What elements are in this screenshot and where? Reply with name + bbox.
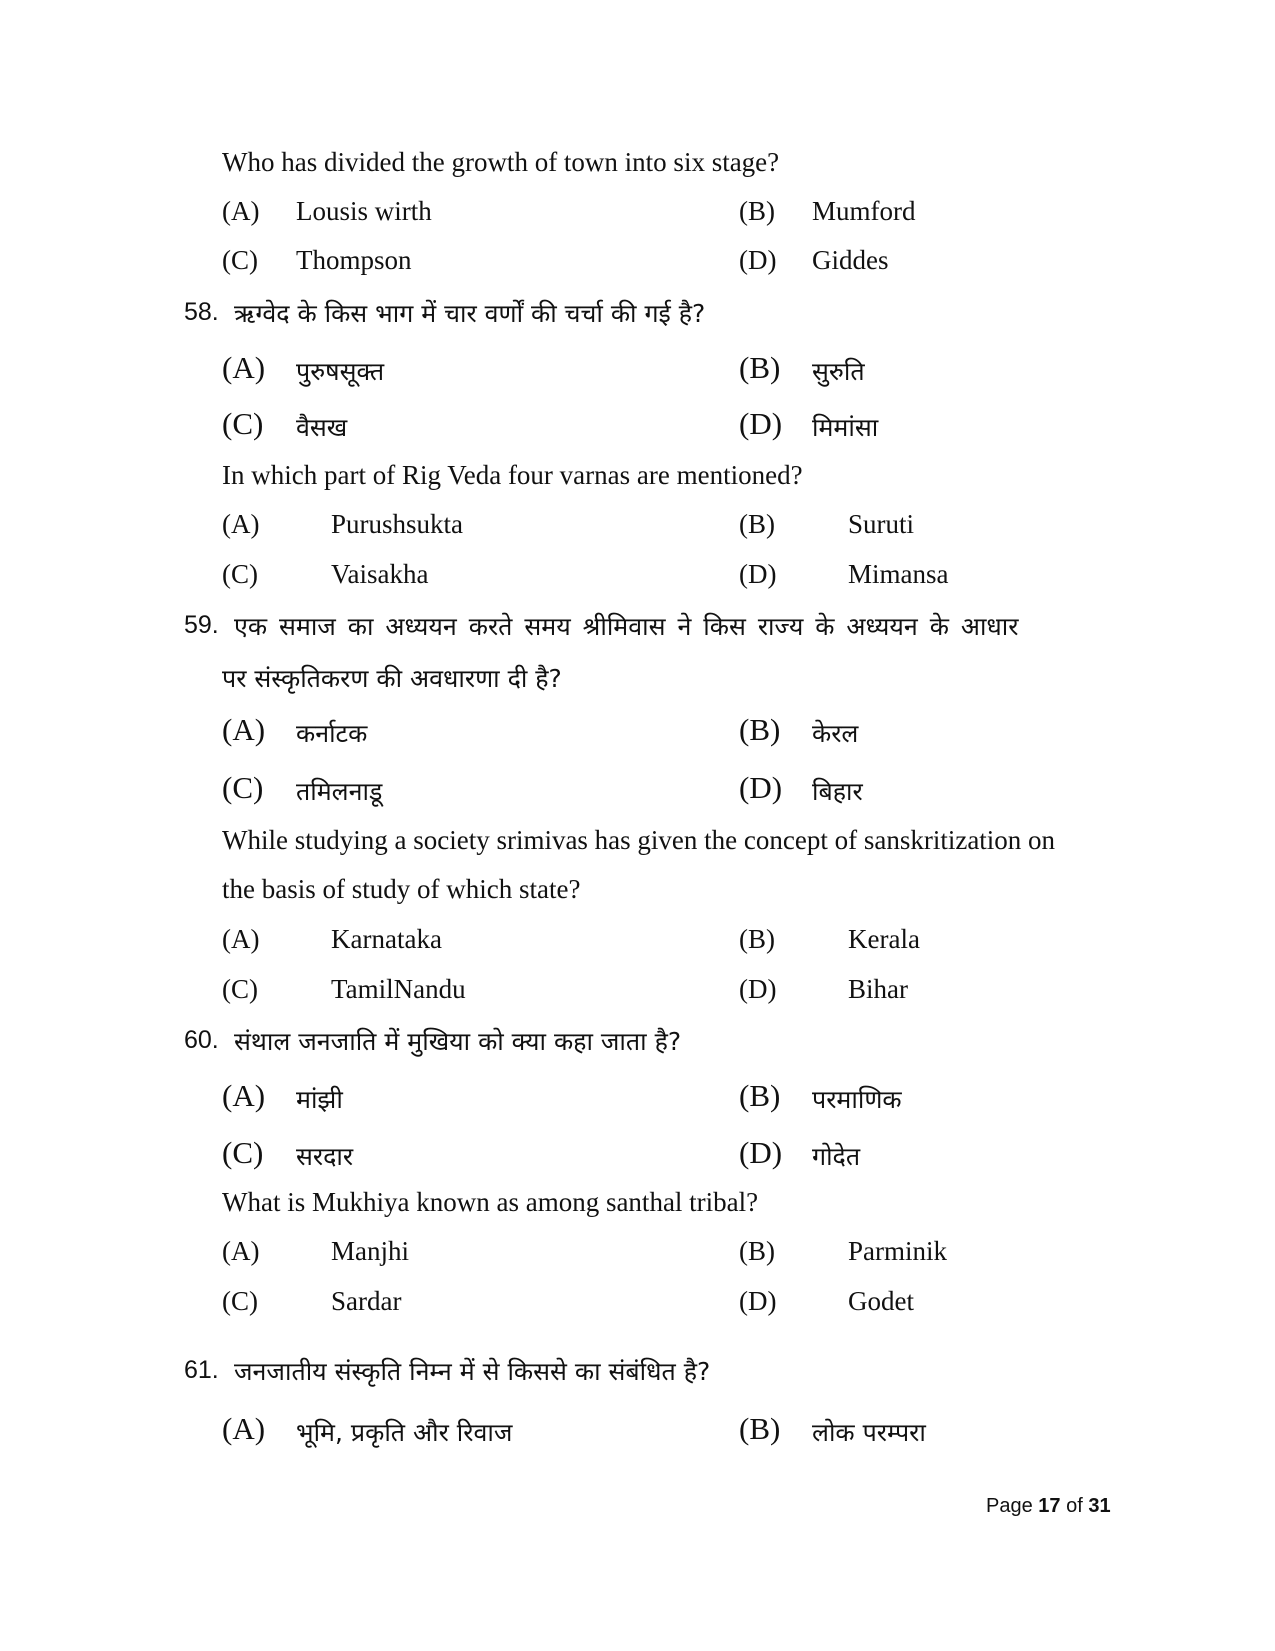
q57-en-option-a-label: (A) <box>222 196 260 226</box>
q59-hi-option-d-text: बिहार <box>812 777 863 806</box>
q60-hi-option-a-label: (A) <box>222 1078 266 1113</box>
q61-hi-question: जनजातीय संस्कृति निम्न में से किससे का संबंधित है? <box>234 1357 711 1386</box>
q60-hi-option-d-text: गोदेत <box>812 1142 861 1171</box>
q59-en-question-line2: the basis of study of which state? <box>222 874 581 904</box>
q58-en-option-c-label: (C) <box>222 559 258 589</box>
q58-hi-option-a-text: पुरुषसूक्त <box>296 357 385 386</box>
q58-hi-question: ऋग्वेद के किस भाग में चार वर्णों की चर्चा की गई है? <box>234 299 706 328</box>
q58-en-option-b-text: Suruti <box>848 509 915 539</box>
q58-en-option-a-label: (A) <box>222 509 260 539</box>
q57-en-option-b-label: (B) <box>739 196 775 226</box>
page-label: Page <box>986 1495 1033 1517</box>
q58-en-option-b-label: (B) <box>739 509 775 539</box>
q59-en-option-d-label: (D) <box>739 974 777 1004</box>
page-total: 31 <box>1088 1495 1111 1517</box>
q60-en-option-d-label: (D) <box>739 1286 777 1316</box>
q59-en-option-c-text: TamilNandu <box>331 974 466 1004</box>
q57-en-option-d-label: (D) <box>739 245 777 275</box>
q60-hi-option-a-text: मांझी <box>296 1085 343 1114</box>
q60-en-option-a-label: (A) <box>222 1236 260 1266</box>
page-of-label: of <box>1066 1495 1083 1517</box>
q59-hi-option-b-text: केरल <box>812 719 859 748</box>
q57-en-option-a-text: Lousis wirth <box>296 196 432 226</box>
q58-hi-option-d-text: मिमांसा <box>812 413 879 442</box>
q58-hi-option-d-label: (D) <box>739 406 783 441</box>
q61-hi-option-a-label: (A) <box>222 1411 266 1446</box>
q59-number: 59. <box>184 611 219 639</box>
q57-en-option-b-text: Mumford <box>812 196 916 226</box>
q57-en-option-c-label: (C) <box>222 245 258 275</box>
q60-en-option-b-text: Parminik <box>848 1236 947 1266</box>
q61-hi-option-b-text: लोक परम्परा <box>812 1418 926 1447</box>
q58-hi-option-a-label: (A) <box>222 350 266 385</box>
q59-hi-option-a-text: कर्नाटक <box>296 719 368 748</box>
q60-en-option-c-label: (C) <box>222 1286 258 1316</box>
q59-hi-option-d-label: (D) <box>739 770 783 805</box>
q58-hi-option-c-label: (C) <box>222 406 264 441</box>
q60-en-option-d-text: Godet <box>848 1286 914 1316</box>
q60-hi-option-c-text: सरदार <box>296 1142 354 1171</box>
q58-number: 58. <box>184 298 219 326</box>
q58-hi-option-b-label: (B) <box>739 350 781 385</box>
q59-hi-option-a-label: (A) <box>222 712 266 747</box>
q60-en-question: What is Mukhiya known as among santhal tribal? <box>222 1187 759 1217</box>
q59-en-question-line1: While studying a society srimivas has given the concept of sanskritization on <box>222 825 1056 855</box>
page-current: 17 <box>1038 1495 1061 1517</box>
q58-en-question: In which part of Rig Veda four varnas are mentioned? <box>222 460 803 490</box>
q59-hi-option-c-label: (C) <box>222 770 264 805</box>
q61-hi-option-a-text: भूमि, प्रकृति और रिवाज <box>296 1418 513 1447</box>
q58-en-option-d-text: Mimansa <box>848 559 949 589</box>
q59-en-option-a-text: Karnataka <box>331 924 442 954</box>
q61-number: 61. <box>184 1356 219 1384</box>
q60-hi-option-b-label: (B) <box>739 1078 781 1113</box>
q60-number: 60. <box>184 1026 219 1054</box>
q60-hi-option-c-label: (C) <box>222 1135 264 1170</box>
q58-en-option-d-label: (D) <box>739 559 777 589</box>
q60-hi-option-b-text: परमाणिक <box>812 1085 902 1114</box>
q59-hi-question-line2: पर संस्कृतिकरण की अवधारणा दी है? <box>222 664 562 693</box>
q57-en-option-c-text: Thompson <box>296 245 412 275</box>
page-footer <box>986 1495 1111 1518</box>
q59-en-option-b-text: Kerala <box>848 924 920 954</box>
q61-hi-option-b-label: (B) <box>739 1411 781 1446</box>
q60-en-option-b-label: (B) <box>739 1236 775 1266</box>
q60-hi-option-d-label: (D) <box>739 1135 783 1170</box>
q59-en-option-c-label: (C) <box>222 974 258 1004</box>
q59-hi-option-b-label: (B) <box>739 712 781 747</box>
q59-hi-option-c-text: तमिलनाडू <box>296 777 383 806</box>
q59-en-option-d-text: Bihar <box>848 974 908 1004</box>
q59-en-option-b-label: (B) <box>739 924 775 954</box>
q60-hi-question: संथाल जनजाति में मुखिया को क्या कहा जाता है? <box>234 1027 682 1056</box>
q57-en-option-d-text: Giddes <box>812 245 889 275</box>
q60-en-option-a-text: Manjhi <box>331 1236 409 1266</box>
q58-hi-option-b-text: सुरुति <box>812 357 865 386</box>
q57-en-question: Who has divided the growth of town into six stage? <box>222 147 780 177</box>
q58-en-option-c-text: Vaisakha <box>331 559 429 589</box>
q59-en-option-a-label: (A) <box>222 924 260 954</box>
q59-hi-question-line1: एक समाज का अध्ययन करते समय श्रीमिवास ने किस राज्य के अध्ययन के आधार <box>234 612 1019 641</box>
q58-en-option-a-text: Purushsukta <box>331 509 464 539</box>
q58-hi-option-c-text: वैसख <box>296 413 348 442</box>
q60-en-option-c-text: Sardar <box>331 1286 402 1316</box>
